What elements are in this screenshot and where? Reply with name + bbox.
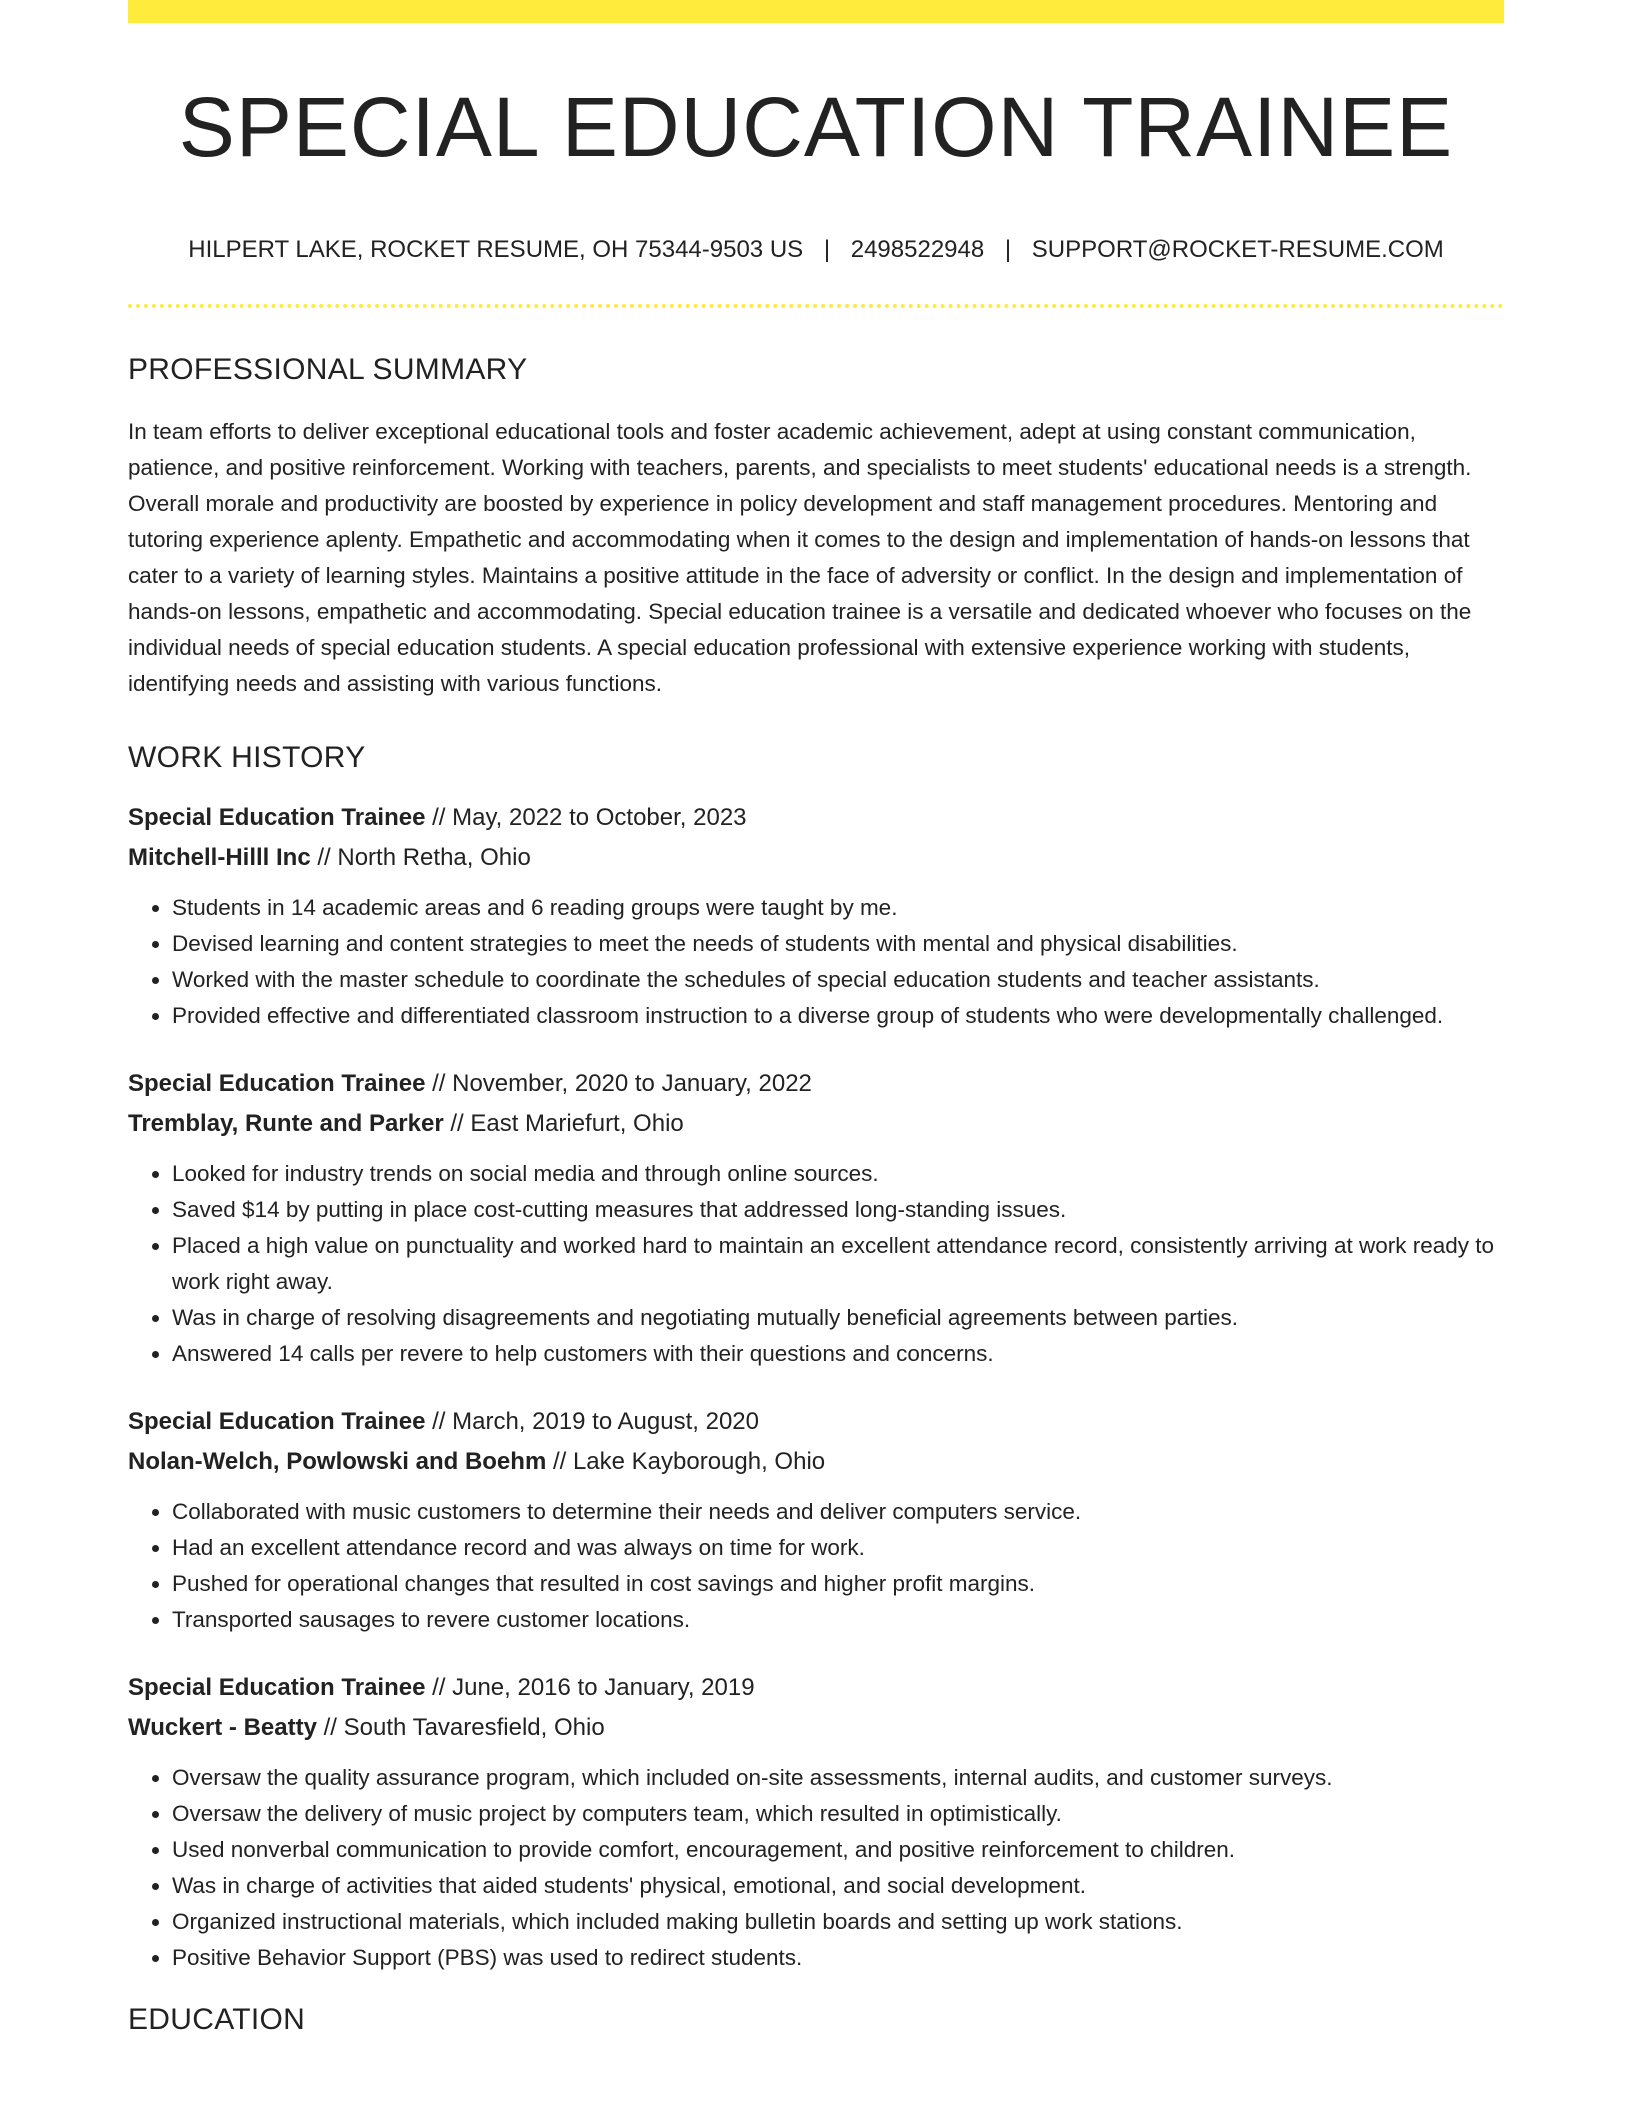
- job-location: // South Tavaresfield, Ohio: [316, 1714, 605, 1742]
- job-entry: [128, 798, 1504, 1034]
- job-bullet: • Devised learning and content strategies to meet the needs of students with mental and physical disabilities.: [172, 926, 1504, 962]
- job-title-line: [128, 1064, 1504, 1104]
- job-location: // North Retha, Ohio: [310, 844, 531, 872]
- job-company: Wuckert - Beatty: [128, 1714, 317, 1742]
- job-entry: [128, 1668, 1504, 1976]
- job-company: Tremblay, Runte and Parker: [128, 1110, 444, 1138]
- job-dates: // June, 2016 to January, 2019: [425, 1674, 755, 1702]
- job-bullet: • Answered 14 calls per revere to help customers with their questions and concerns.: [172, 1336, 1504, 1372]
- job-company: Nolan-Welch, Powlowski and Boehm: [128, 1448, 547, 1476]
- job-bullet: • Oversaw the quality assurance program, which included on-site assessments, internal audits, and customer surveys.: [172, 1760, 1504, 1796]
- job-bullet-list: [128, 1760, 1504, 1976]
- work-history-heading: WORK HISTORY: [128, 741, 366, 775]
- job-bullet: • Looked for industry trends on social media and through online sources.: [172, 1156, 1504, 1192]
- job-company-line: [128, 838, 1504, 878]
- job-bullet: • Collaborated with music customers to determine their needs and deliver computers service.: [172, 1494, 1504, 1530]
- job-bullet: • Organized instructional materials, which included making bulletin boards and setting up work stations.: [172, 1904, 1504, 1940]
- job-dates: // March, 2019 to August, 2020: [425, 1408, 759, 1436]
- summary-heading: PROFESSIONAL SUMMARY: [128, 353, 528, 387]
- job-bullet: • Transported sausages to revere customer locations.: [172, 1602, 1504, 1638]
- job-bullet: • Was in charge of activities that aided students' physical, emotional, and social development.: [172, 1868, 1504, 1904]
- job-role: Special Education Trainee: [128, 1070, 426, 1098]
- contact-phone: 2498522948: [850, 235, 985, 263]
- job-bullet: • Saved $14 by putting in place cost-cutting measures that addressed long-standing issues.: [172, 1192, 1504, 1228]
- contact-email: SUPPORT@ROCKET-RESUME.COM: [1031, 235, 1444, 263]
- resume-name: SPECIAL EDUCATION TRAINEE: [178, 80, 1454, 174]
- job-bullet: • Students in 14 academic areas and 6 reading groups were taught by me.: [172, 890, 1504, 926]
- job-dates: // November, 2020 to January, 2022: [425, 1070, 812, 1098]
- summary-text: In team efforts to deliver exceptional educational tools and foster academic achievement, adept at using constant communication, patience, and positive reinforcement. Working with teachers, parents, and specialists to meet students' educational needs is a strength. Overall morale and productivity are boosted by experience in policy development and staff management procedures. Mentoring and tutoring experience aplenty. Empathetic and accommodating when it comes to the design and implementation of hands-on lessons that cater to a variety of learning styles. Maintains a positive attitude in the face of adversity or conflict. In the design and implementation of hands-on lessons, empathetic and accommodating. Special education trainee is a versatile and dedicated whoever who focuses on the individual needs of special education students. A special education professional with extensive experience working with students, identifying needs and assisting with various functions.: [128, 419, 1472, 697]
- job-entry: [128, 1402, 1504, 1638]
- job-bullet-list: [128, 890, 1504, 1034]
- dotted-divider: [128, 304, 1504, 308]
- job-bullet: • Positive Behavior Support (PBS) was used to redirect students.: [172, 1940, 1504, 1976]
- contact-separator: |: [823, 235, 831, 263]
- job-bullet-list: [128, 1494, 1504, 1638]
- job-list: [128, 798, 1504, 1976]
- job-bullet: • Had an excellent attendance record and was always on time for work.: [172, 1530, 1504, 1566]
- job-bullet: • Oversaw the delivery of music project by computers team, which resulted in optimistically.: [172, 1796, 1504, 1832]
- job-title-line: [128, 1668, 1504, 1708]
- job-company-line: [128, 1708, 1504, 1748]
- contact-separator: |: [1004, 235, 1012, 263]
- contact-line: [128, 236, 1504, 265]
- job-bullet: • Worked with the master schedule to coordinate the schedules of special education students and teacher assistants.: [172, 962, 1504, 998]
- job-company: Mitchell-Hilll Inc: [128, 844, 311, 872]
- job-bullet: • Pushed for operational changes that resulted in cost savings and higher profit margins.: [172, 1566, 1504, 1602]
- job-entry: [128, 1064, 1504, 1372]
- resume-page: [128, 0, 1504, 2038]
- job-bullet: • Provided effective and differentiated classroom instruction to a diverse group of students who were developmentally challenged.: [172, 998, 1504, 1034]
- job-role: Special Education Trainee: [128, 1408, 426, 1436]
- job-company-line: [128, 1104, 1504, 1144]
- contact-address: HILPERT LAKE, ROCKET RESUME, OH 75344-9503 US: [188, 235, 804, 263]
- top-accent-bar: [128, 0, 1504, 23]
- job-dates: // May, 2022 to October, 2023: [425, 804, 747, 832]
- education-heading: EDUCATION: [128, 2003, 306, 2037]
- job-location: // East Mariefurt, Ohio: [443, 1110, 684, 1138]
- job-bullet: • Was in charge of resolving disagreements and negotiating mutually beneficial agreements between parties.: [172, 1300, 1504, 1336]
- job-role: Special Education Trainee: [128, 1674, 426, 1702]
- job-title-line: [128, 798, 1504, 838]
- job-bullet-list: [128, 1156, 1504, 1372]
- job-title-line: [128, 1402, 1504, 1442]
- job-bullet: • Placed a high value on punctuality and worked hard to maintain an excellent attendance record, consistently arriving at work ready to work right away.: [172, 1228, 1504, 1300]
- job-role: Special Education Trainee: [128, 804, 426, 832]
- job-bullet: • Used nonverbal communication to provide comfort, encouragement, and positive reinforcement to children.: [172, 1832, 1504, 1868]
- job-location: // Lake Kayborough, Ohio: [546, 1448, 826, 1476]
- job-company-line: [128, 1442, 1504, 1482]
